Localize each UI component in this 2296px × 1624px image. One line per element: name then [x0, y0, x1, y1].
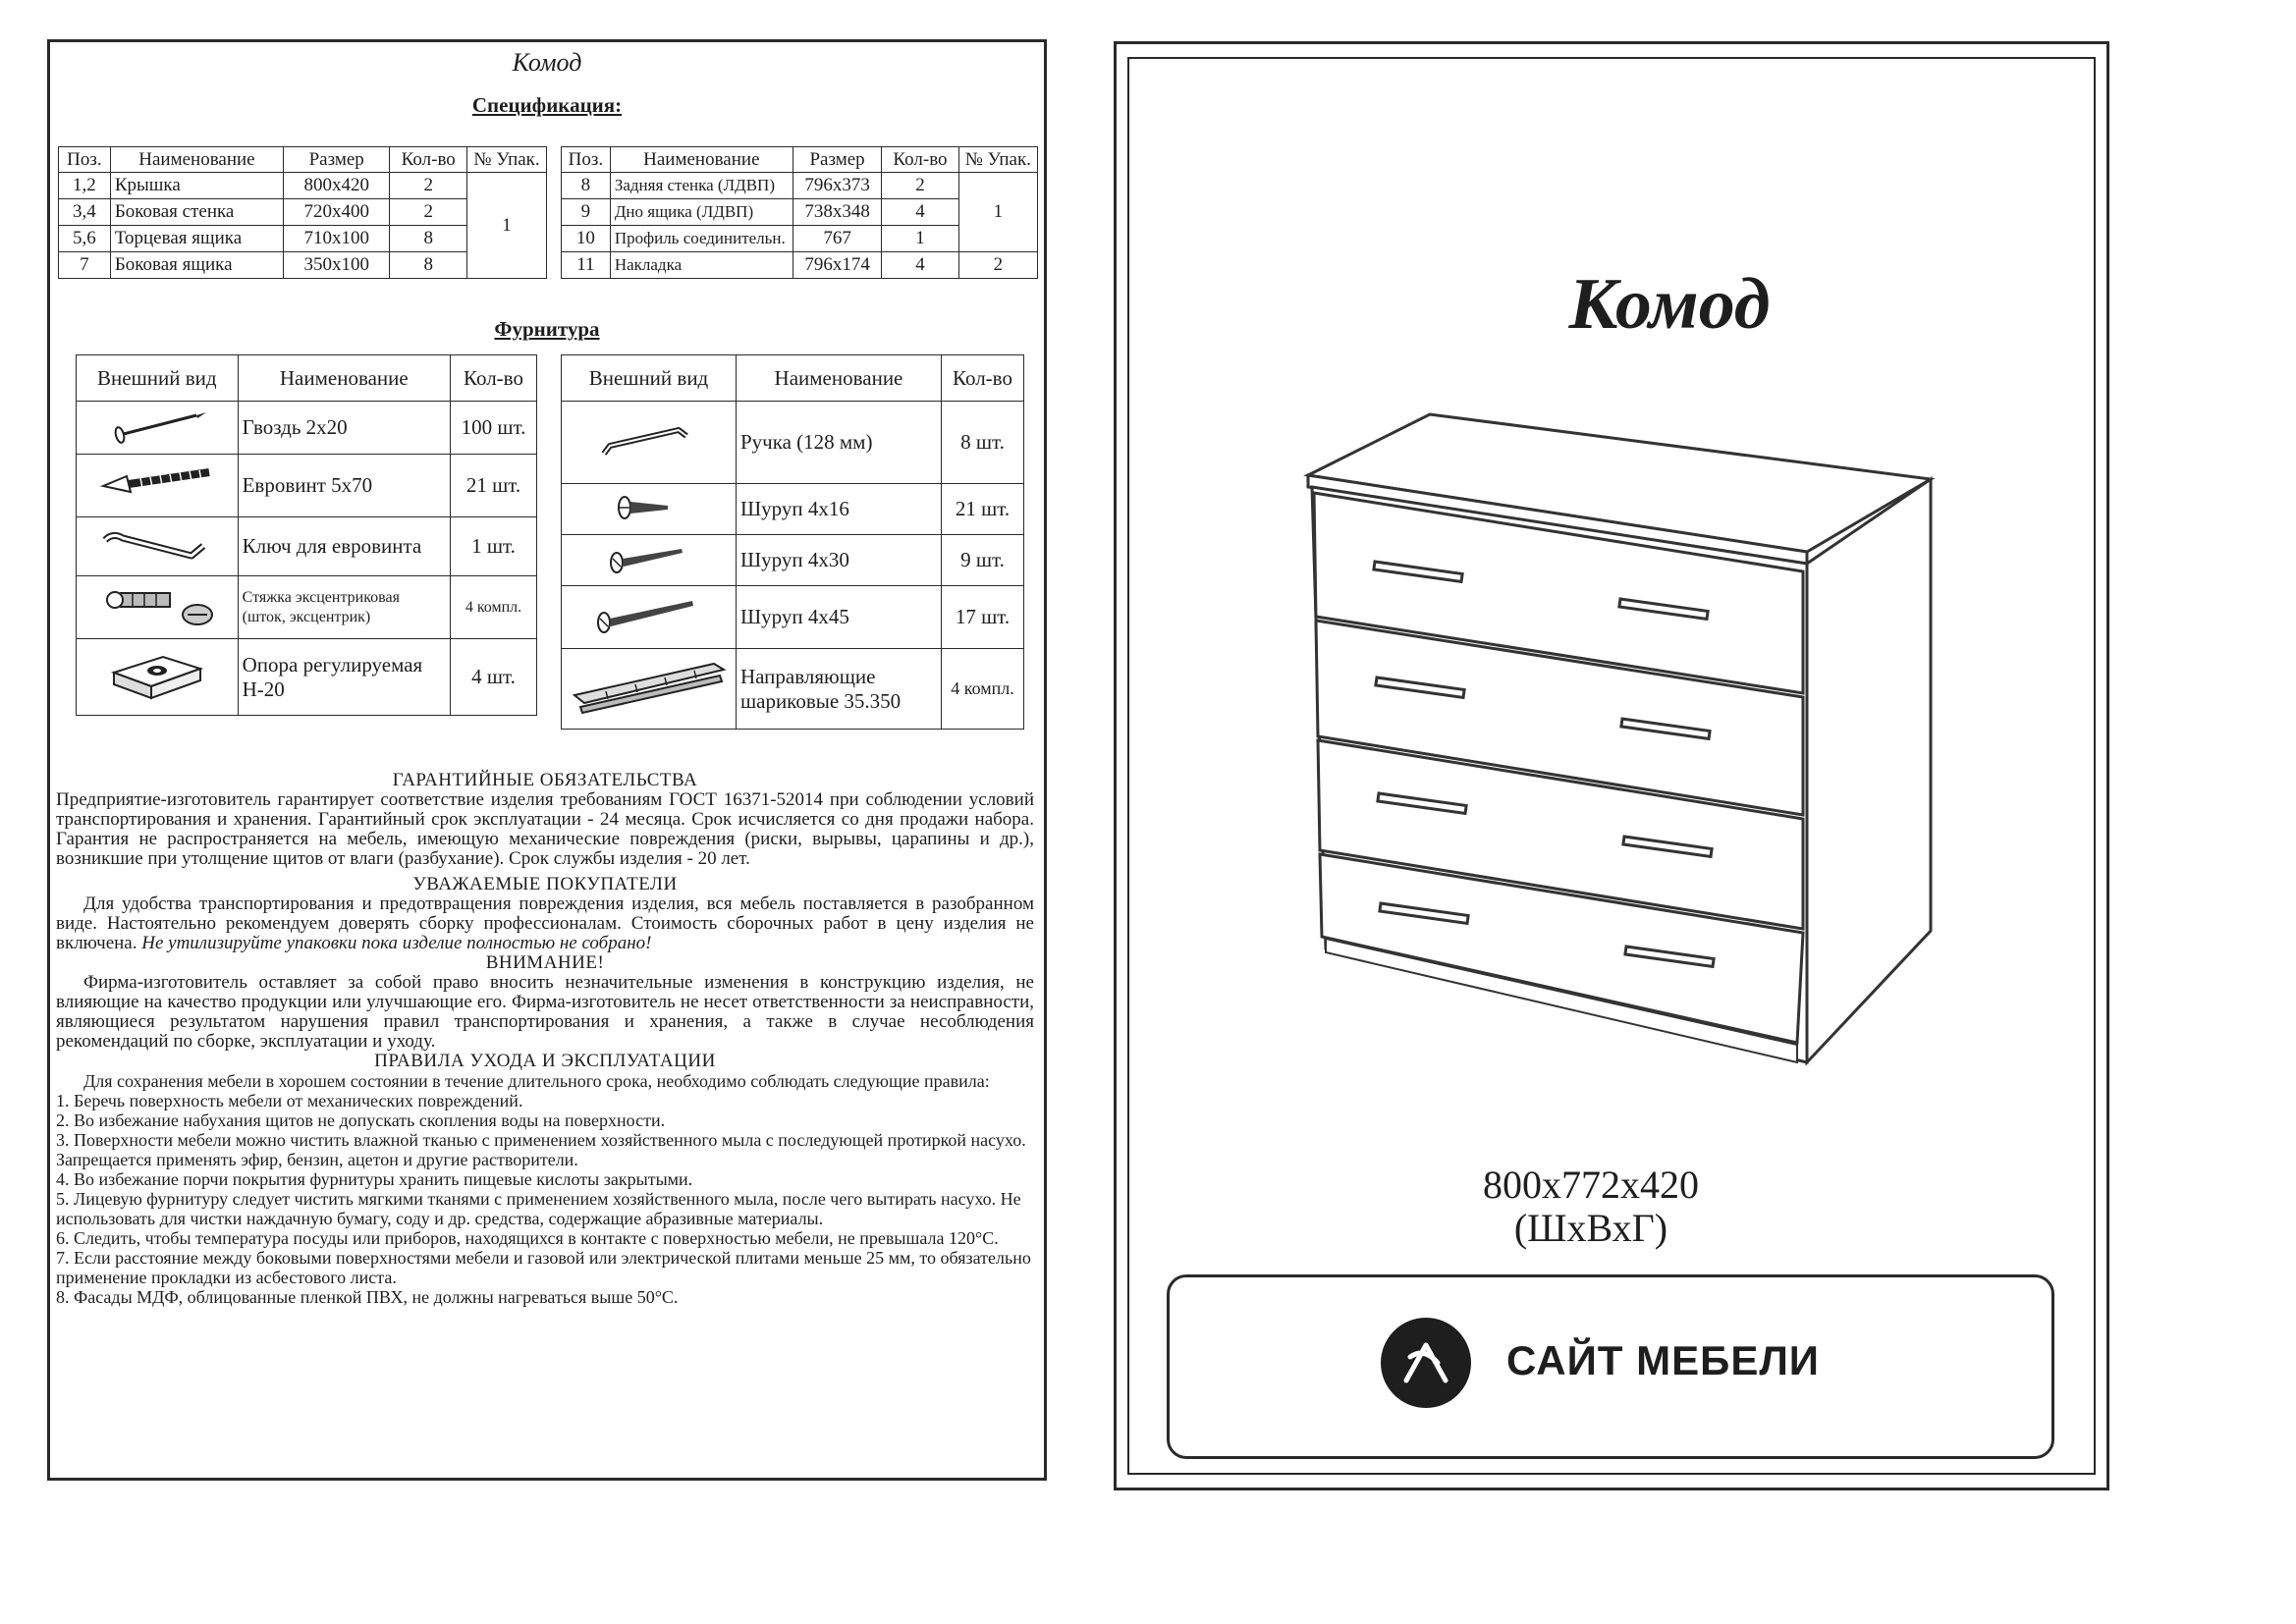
col-appearance: Внешний вид [77, 355, 239, 402]
cell: 9 шт. [941, 535, 1023, 586]
care-rule: 6. Следить, чтобы температура посуды или приборов, находящихся в контакте с поверхностью мебели, не превышала 120°С. [56, 1228, 999, 1248]
spec-table-right [561, 146, 1038, 279]
care-rule: 3. Поверхности мебели можно чистить влажной тканью с применением хозяйственного мыла с последующей протиркой насухо. Запрещается применять эфир, бензин, ацетон и другие растворители. [56, 1130, 1026, 1169]
cell: 100 шт. [450, 402, 536, 455]
cell: 7 [59, 252, 111, 279]
logo-icon [1381, 1318, 1471, 1408]
dimensions-legend: (ШхВхГ) [1513, 1206, 1668, 1250]
eccentric-tie-icon [77, 576, 239, 639]
table-row [562, 649, 1024, 730]
col-qty: Кол-во [941, 355, 1023, 402]
care-rule: 7. Если расстояние между боковыми поверхностями мебели и газовой или электрической плитами меньше 25 мм, то обязательно применение прокладки из асбестового листа. [56, 1248, 1031, 1287]
table-row [77, 576, 537, 639]
cell: 8 [562, 173, 611, 199]
care-rules [56, 1071, 1034, 1307]
buyers-heading: УВАЖАЕМЫЕ ПОКУПАТЕЛИ [412, 874, 678, 894]
cell: 710х100 [284, 226, 390, 252]
cell: 17 шт. [941, 586, 1023, 649]
cell: 1,2 [59, 173, 111, 199]
col-qty: Кол-во [882, 147, 958, 173]
attention-text: Фирма-изготовитель оставляет за собой право вносить незначительные изменения в конструкцию изделия, не влияющие на качество продукции или улучшающие его. Фирма-изготовитель не несет ответственности за неисправности, являющиеся результатом нарушения правил транспортирования и хранения, а также в случае несоблюдения рекомендаций по сборке, эксплуатации и уходу. [56, 972, 1034, 1052]
legal-text [56, 771, 1034, 1307]
cell: 2 [882, 173, 958, 199]
buyers-text: Для удобства транспортирования и предотвращения повреждения изделия, вся мебель поставляется в разобранном виде. Настоятельно рекомендуем доверять сборку профессионалам. Стоимость сборочных работ в цену изделия не включена. [56, 893, 1034, 953]
cell: 5,6 [59, 226, 111, 252]
cell: 21 шт. [450, 455, 536, 517]
cell: 9 [562, 199, 611, 226]
cell: 796х373 [793, 173, 882, 199]
col-name: Наименование [238, 355, 450, 402]
dresser-illustration [1296, 410, 1944, 1078]
cell: 800х420 [284, 173, 390, 199]
cell: 8 [390, 226, 467, 252]
screw-icon [562, 484, 737, 535]
cell: 21 шт. [941, 484, 1023, 535]
table-row [562, 402, 1024, 484]
pack-cell: 2 [958, 252, 1037, 279]
cell: Опора регулируемая Н-20 [238, 639, 450, 716]
table-row [562, 535, 1024, 586]
table-row [59, 173, 547, 199]
col-size: Размер [284, 147, 390, 173]
table-row [77, 455, 537, 517]
cell: Шуруп 4х45 [736, 586, 941, 649]
spec-heading: Спецификация: [471, 93, 623, 117]
cell: Гвоздь 2х20 [238, 402, 450, 455]
col-pos: Поз. [59, 147, 111, 173]
cell: 720х400 [284, 199, 390, 226]
spec-table-left [58, 146, 547, 279]
cell: 1 [882, 226, 958, 252]
cell: 1 шт. [450, 517, 536, 576]
cell: Торцевая ящика [110, 226, 283, 252]
cover-title: Комод [1568, 264, 1771, 345]
cell: Направляющие шариковые 35.350 [736, 649, 941, 730]
cell: 350х100 [284, 252, 390, 279]
table-row [77, 517, 537, 576]
cell: Шуруп 4х16 [736, 484, 941, 535]
cell: Шуруп 4х30 [736, 535, 941, 586]
warranty-text: Предприятие-изготовитель гарантирует соответствие изделия требованиям ГОСТ 16371-52014 при соблюдении условий транспортирования и хранения. Гарантийный срок эксплуатации - 24 месяца. Срок исчисляется со дня продажи набора. Гарантия не распространяется на мебель, имеющую механические повреждения (риски, вырывы, царапины и др.), возникшие при утолщение щитов от влаги (разбухание). Срок службы изделия - 20 лет. [56, 789, 1034, 869]
care-rule: 5. Лицевую фурнитуру следует чистить мягкими тканями с применением хозяйственного мыла, после чего вытирать насухо. Не использовать для чистки наждачную бумагу, соду и др. средства, содержащие абразивные материалы. [56, 1189, 1021, 1228]
table-row [562, 586, 1024, 649]
table-row [562, 252, 1038, 279]
care-intro: Для сохранения мебели в хорошем состоянии в течение длительного срока, необходимо соблюдать следующие правила: [83, 1071, 990, 1091]
care-rule: 1. Беречь поверхность мебели от механических повреждений. [56, 1091, 523, 1110]
hw-header-row [562, 355, 1024, 402]
logo-text: САЙТ МЕБЕЛИ [1506, 1337, 1820, 1383]
instruction-page [47, 39, 1047, 1481]
cell: 8 шт. [941, 402, 1023, 484]
hw-header-row [77, 355, 537, 402]
cell: 4 компл. [450, 576, 536, 639]
pack-cell: 1 [958, 173, 1037, 252]
cell: 4 шт. [450, 639, 536, 716]
care-rule: 8. Фасады МДФ, облицованные пленкой ПВХ, не должны нагреваться выше 50°С. [56, 1287, 679, 1307]
col-appearance: Внешний вид [562, 355, 737, 402]
cell: Стяжка эксцентриковая (шток, эксцентрик) [238, 576, 450, 639]
buyers-paragraph [56, 894, 1034, 953]
col-name: Наименование [610, 147, 793, 173]
cell: 11 [562, 252, 611, 279]
document-title: Комод [512, 48, 582, 77]
nail-icon [77, 402, 239, 455]
col-size: Размер [793, 147, 882, 173]
care-rule: 2. Во избежание набухания щитов не допускать скопления воды на поверхности. [56, 1110, 666, 1130]
warranty-heading: ГАРАНТИЙНЫЕ ОБЯЗАТЕЛЬСТВА [392, 770, 698, 790]
col-name: Наименование [736, 355, 941, 402]
attention-heading: ВНИМАНИЕ! [485, 952, 605, 973]
hardware-table-left [76, 354, 537, 716]
handle-icon [562, 402, 737, 484]
cell: 8 [390, 252, 467, 279]
cell: 738х348 [793, 199, 882, 226]
dimensions [1414, 1164, 1768, 1250]
table-row [77, 402, 537, 455]
cell: 2 [390, 199, 467, 226]
cell: Боковая стенка [110, 199, 283, 226]
cell: 3,4 [59, 199, 111, 226]
col-pack: № Упак. [467, 147, 547, 173]
spec-header-row [59, 147, 547, 173]
hardware-table-right [561, 354, 1024, 730]
care-rule: 4. Во избежание порчи покрытия фурнитуры хранить пищевые кислоты закрытыми. [56, 1169, 693, 1189]
col-qty: Кол-во [450, 355, 536, 402]
cell: Крышка [110, 173, 283, 199]
cell: Евровинт 5х70 [238, 455, 450, 517]
hardware-heading: Фурнитура [494, 317, 600, 341]
col-pos: Поз. [562, 147, 611, 173]
cell: 4 [882, 252, 958, 279]
col-qty: Кол-во [390, 147, 467, 173]
euroscrew-icon [77, 455, 239, 517]
screw-icon [562, 586, 737, 649]
cell: 2 [390, 173, 467, 199]
cell: Профиль соединительн. [610, 226, 793, 252]
cell: 4 компл. [941, 649, 1023, 730]
cell: Накладка [610, 252, 793, 279]
cell: Ручка (128 мм) [736, 402, 941, 484]
screw-icon [562, 535, 737, 586]
col-pack: № Упак. [958, 147, 1037, 173]
cell: Задняя стенка (ЛДВП) [610, 173, 793, 199]
spec-header-row [562, 147, 1038, 173]
hex-key-icon [77, 517, 239, 576]
care-heading: ПРАВИЛА УХОДА И ЭКСПЛУАТАЦИИ [374, 1051, 716, 1071]
buyers-note: Не утилизируйте упаковки пока изделие полностью не собрано! [141, 933, 652, 953]
col-name: Наименование [110, 147, 283, 173]
table-row [562, 173, 1038, 199]
pack-cell: 1 [467, 173, 547, 279]
table-row [77, 639, 537, 716]
cell: Боковая ящика [110, 252, 283, 279]
ball-slide-icon [562, 649, 737, 730]
cell: 767 [793, 226, 882, 252]
cell: 4 [882, 199, 958, 226]
adjustable-foot-icon [77, 639, 239, 716]
cell: Ключ для евровинта [238, 517, 450, 576]
cell: 796х174 [793, 252, 882, 279]
cell: 10 [562, 226, 611, 252]
dimensions-value: 800х772х420 [1483, 1163, 1699, 1207]
table-row [562, 484, 1024, 535]
cell: Дно ящика (ЛДВП) [610, 199, 793, 226]
